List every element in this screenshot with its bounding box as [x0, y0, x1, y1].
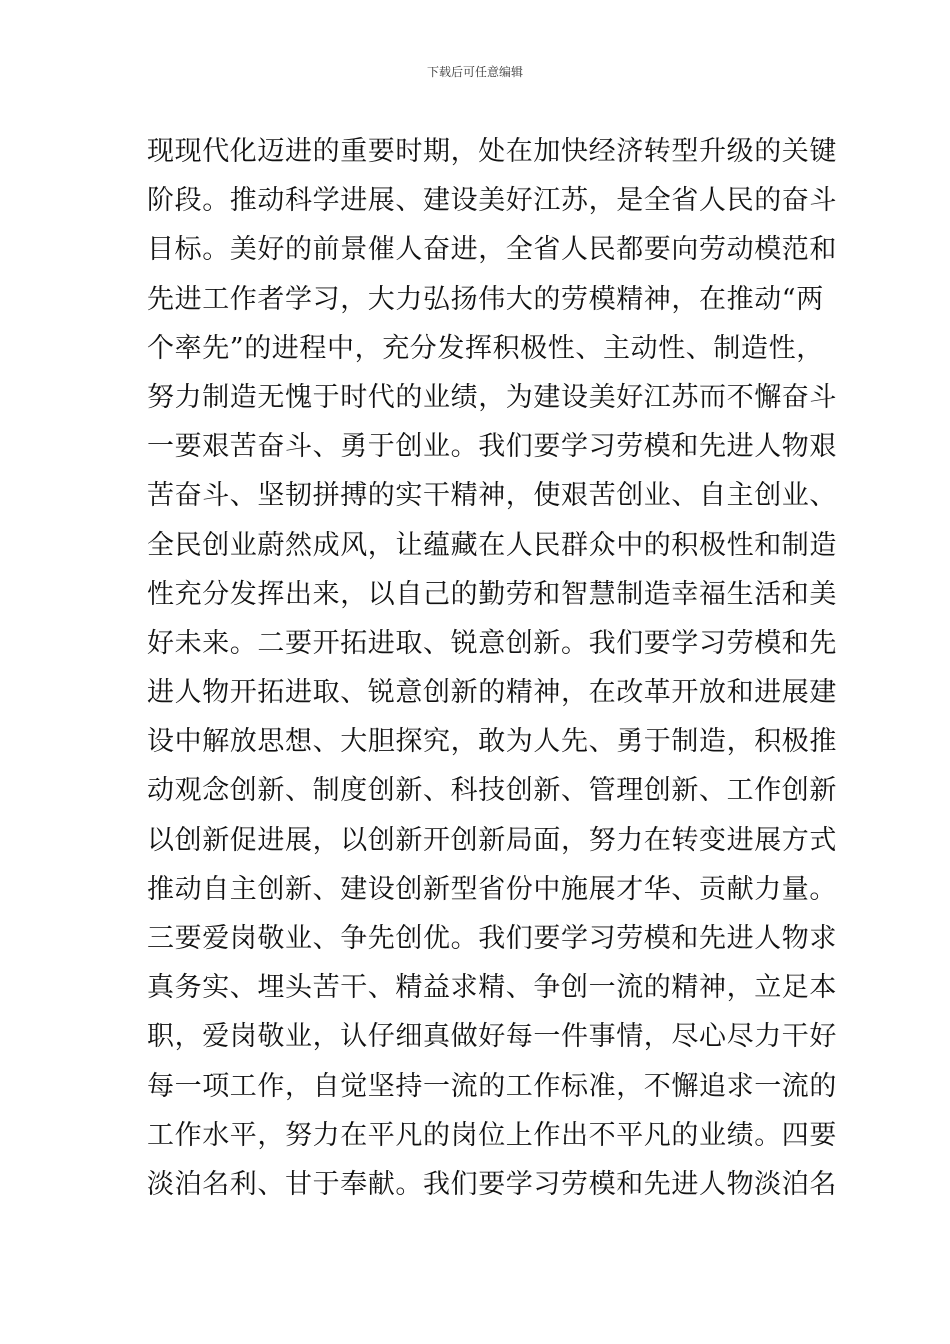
text-line: 个率先”的进程中，充分发挥积极性、主动性、制造性，: [147, 332, 824, 364]
text-line: 努力制造无愧于时代的业绩，为建设美好江苏而不懈奋斗: [147, 381, 837, 413]
text-line: 性充分发挥出来，以自己的勤劳和智慧制造幸福生活和美: [147, 578, 837, 610]
text-line: 苦奋斗、坚韧拼搏的实干精神，使艰苦创业、自主创业、: [147, 480, 837, 512]
text-line: 以创新促进展，以创新开创新局面，努力在转变进展方式: [147, 824, 837, 856]
text-line: 每一项工作，自觉坚持一流的工作标准，不懈追求一流的: [147, 1070, 837, 1102]
text-line: 设中解放思想、大胆探究，敢为人先、勇于制造，积极推: [147, 726, 837, 758]
text-line: 现现代化迈进的重要时期，处在加快经济转型升级的关键: [147, 136, 837, 167]
document-body: [147, 127, 837, 1209]
text-line: 真务实、埋头苦干、精益求精、争创一流的精神，立足本: [147, 972, 837, 1004]
text-line: 进人物开拓进取、锐意创新的精神，在改革开放和进展建: [147, 677, 837, 709]
text-line: 目标。美好的前景催人奋进，全省人民都要向劳动模范和: [147, 234, 837, 266]
text-line: 淡泊名利、甘于奉献。我们要学习劳模和先进人物淡泊名: [147, 1168, 837, 1200]
text-line: 工作水平，努力在平凡的岗位上作出不平凡的业绩。四要: [147, 1119, 837, 1151]
page-header: 下载后可任意编辑: [426, 65, 523, 79]
text-line: 好未来。二要开拓进取、锐意创新。我们要学习劳模和先: [147, 627, 837, 659]
text-line: 阶段。推动科学进展、建设美好江苏，是全省人民的奋斗: [147, 185, 837, 217]
text-line: 三要爱岗敬业、争先创优。我们要学习劳模和先进人物求: [147, 923, 837, 954]
text-line: 职，爱岗敬业，认仔细真做好每一件事情，尽心尽力干好: [147, 1021, 837, 1053]
text-line: 一要艰苦奋斗、勇于创业。我们要学习劳模和先进人物艰: [147, 431, 837, 463]
text-line: 推动自主创新、建设创新型省份中施展才华、贡献力量。: [147, 873, 837, 905]
text-line: 先进工作者学习，大力弘扬伟大的劳模精神，在推动“两: [147, 283, 824, 315]
text-line: 动观念创新、制度创新、科技创新、管理创新、工作创新: [147, 775, 837, 807]
text-line: 全民创业蔚然成风，让蕴藏在人民群众中的积极性和制造: [147, 529, 837, 561]
